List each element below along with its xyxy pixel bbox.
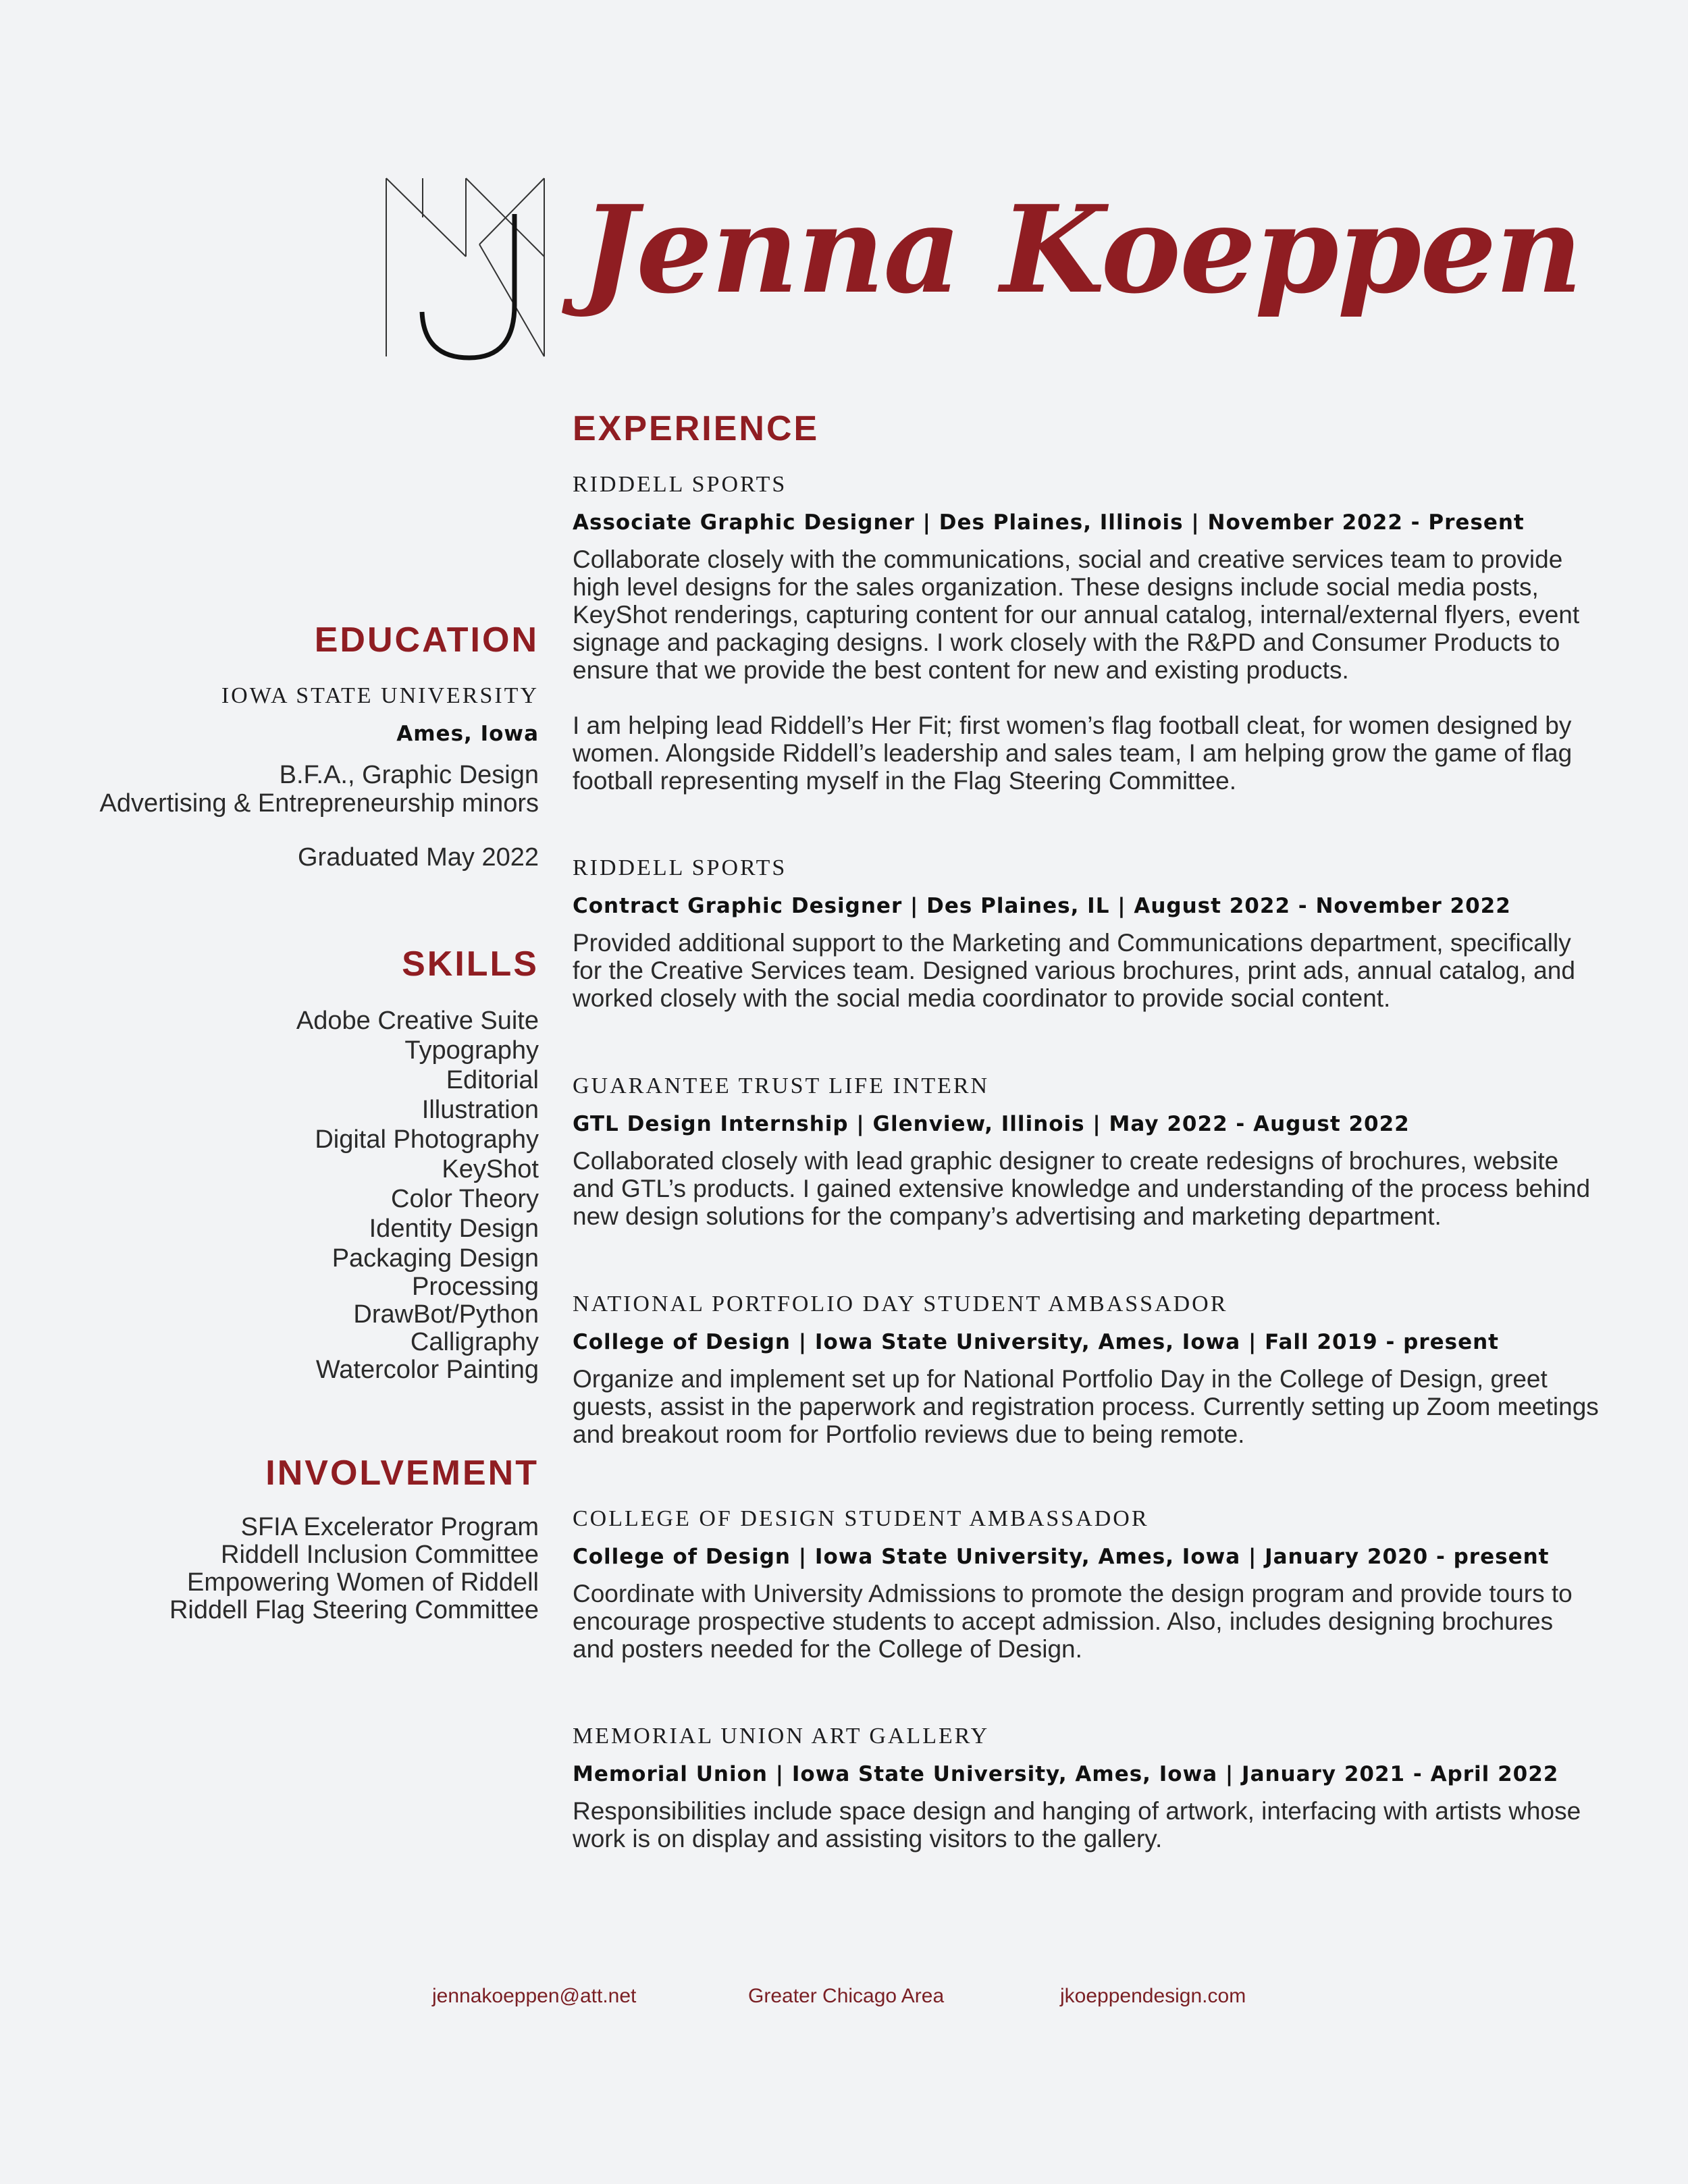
experience-paragraph: Collaborate closely with the communications, social and creative services team to provide high level designs for the sales organization. These designs include social media posts, KeyShot renderings, capturing content for our annual catalog, internal/external flyers, event signage and packaging designs. I work closely with the R&PD and Consumer Products to ensure that we provide the best content for new and existing products. <box>573 545 1580 684</box>
experience-role: College of Design | Iowa State University, Ames, Iowa | January 2020 - present <box>573 1545 1550 1569</box>
experience-role: College of Design | Iowa State University, Ames, Iowa | Fall 2019 - present <box>573 1330 1500 1354</box>
experience-paragraph: Coordinate with University Admissions to promote the design program and provide tours to encourage prospective students to accept admission. Also, includes designing brochures and posters needed for the College of Design. <box>573 1580 1573 1663</box>
experience-description <box>573 1147 1599 1230</box>
experience-description <box>573 929 1599 1012</box>
experience-heading: EXPERIENCE <box>573 409 820 448</box>
experience-description <box>573 1580 1599 1663</box>
candidate-name-script: Jenna Koeppen <box>581 179 1581 320</box>
skills-list <box>296 1006 539 1384</box>
experience-paragraph: I am helping lead Riddell’s Her Fit; first women’s flag football cleat, for women designed by women. Alongside Riddell’s leadership and sales team, I am helping grow the game of flag football representing myself in the Flag Steering Committee. <box>573 712 1573 795</box>
experience-paragraph: Organize and implement set up for National Portfolio Day in the College of Design, greet guests, assist in the paperwork and registration process. Currently setting up Zoom meetings and breakout room for Portfolio reviews due to being remote. <box>573 1365 1599 1448</box>
experience-entry <box>573 1723 1599 1853</box>
experience-paragraph: Responsibilities include space design and hanging of artwork, interfacing with artists whose work is on display and assisting visitors to the gallery. <box>573 1797 1581 1853</box>
experience-org: COLLEGE OF DESIGN STUDENT AMBASSADOR <box>573 1506 1149 1531</box>
involvement-list <box>169 1514 539 1624</box>
involvement-item: Riddell Flag Steering Committee <box>169 1596 539 1624</box>
education-school: IOWA STATE UNIVERSITY <box>221 683 539 708</box>
experience-role: GTL Design Internship | Glenview, Illinois | May 2022 - August 2022 <box>573 1112 1410 1136</box>
skill-item: Editorial <box>446 1066 539 1094</box>
experience-entry <box>573 471 1599 795</box>
experience-paragraph: Provided additional support to the Marketing and Communications department, specifically for the Creative Services team. Designed various brochures, print ads, annual catalog, and worked closely with the social media coordinator to provide social content. <box>573 929 1575 1012</box>
experience-org: NATIONAL PORTFOLIO DAY STUDENT AMBASSADOR <box>573 1291 1228 1316</box>
education-location: Ames, Iowa <box>396 722 539 746</box>
skill-item: Packaging Design <box>332 1244 539 1273</box>
experience-org: GUARANTEE TRUST LIFE INTERN <box>573 1073 990 1098</box>
experience-entry <box>573 855 1599 1012</box>
experience-org: RIDDELL SPORTS <box>573 472 787 497</box>
skill-item: Illustration <box>421 1096 539 1124</box>
footer-location: Greater Chicago Area <box>748 1985 945 2007</box>
experience-description <box>573 1797 1599 1853</box>
skill-item: Typography <box>404 1036 539 1065</box>
involvement-heading: INVOLVEMENT <box>265 1454 539 1493</box>
education-minors: Advertising & Entrepreneurship minors <box>99 789 539 818</box>
experience-role: Contract Graphic Designer | Des Plaines, IL | August 2022 - November 2022 <box>573 894 1511 918</box>
education-degree: B.F.A., Graphic Design <box>279 761 539 789</box>
experience-description <box>573 1365 1599 1448</box>
involvement-item: Riddell Inclusion Committee <box>221 1541 539 1569</box>
experience-entry <box>573 1073 1599 1230</box>
education-heading: EDUCATION <box>314 620 539 660</box>
skill-item: Identity Design <box>369 1215 539 1243</box>
skills-heading: SKILLS <box>402 944 539 984</box>
skill-item: Watercolor Painting <box>315 1356 539 1384</box>
experience-role: Memorial Union | Iowa State University, Ames, Iowa | January 2021 - April 2022 <box>573 1762 1559 1786</box>
skill-item: KeyShot <box>442 1155 539 1183</box>
footer-email-link[interactable]: jennakoeppen@att.net <box>432 1985 637 2007</box>
experience-description <box>573 545 1599 795</box>
jk-monogram-logo <box>385 177 546 361</box>
education-graduation: Graduated May 2022 <box>297 843 539 872</box>
experience-entry <box>573 1291 1599 1448</box>
experience-role: Associate Graphic Designer | Des Plaines, Illinois | November 2022 - Present <box>573 510 1525 535</box>
experience-paragraph: Collaborated closely with lead graphic designer to create redesigns of brochures, website and GTL’s products. I gained extensive knowledge and understanding of the process behind new design solutions for the company’s advertising and marketing department. <box>573 1147 1591 1230</box>
experience-org: MEMORIAL UNION ART GALLERY <box>573 1724 990 1749</box>
involvement-item: SFIA Excelerator Program <box>240 1513 539 1541</box>
skill-item: Color Theory <box>391 1185 539 1213</box>
skill-item: Processing <box>412 1273 539 1301</box>
involvement-item: Empowering Women of Riddell <box>187 1568 539 1597</box>
footer-website-link[interactable]: jkoeppendesign.com <box>1060 1985 1246 2007</box>
experience-org: RIDDELL SPORTS <box>573 855 787 880</box>
skill-item: DrawBot/Python <box>353 1300 539 1329</box>
skill-item: Digital Photography <box>315 1125 539 1154</box>
skill-item: Adobe Creative Suite <box>296 1007 539 1035</box>
experience-entry <box>573 1506 1599 1663</box>
skill-item: Calligraphy <box>410 1328 539 1356</box>
